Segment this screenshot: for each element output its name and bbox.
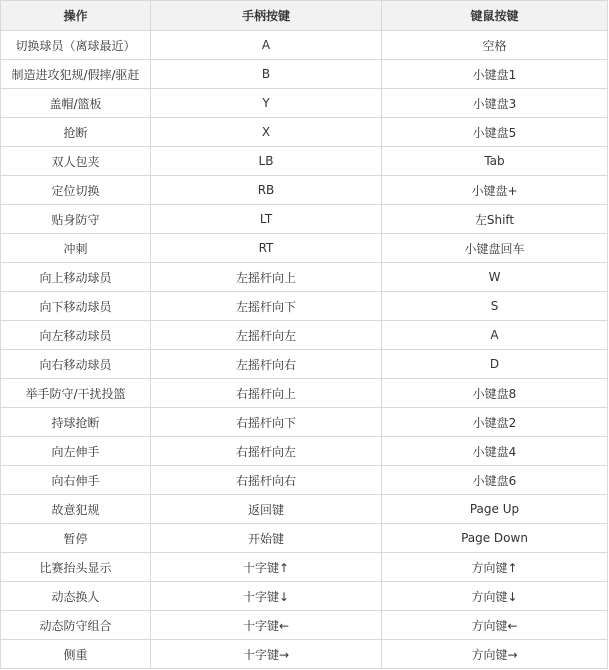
keyboard-cell: 小键盘5: [382, 118, 608, 147]
action-cell: 向下移动球员: [1, 292, 151, 321]
gamepad-cell: 返回键: [151, 495, 382, 524]
gamepad-cell: 右摇杆向下: [151, 408, 382, 437]
gamepad-cell: 开始键: [151, 524, 382, 553]
gamepad-cell: LT: [151, 205, 382, 234]
table-row: [1, 147, 608, 176]
gamepad-cell: Y: [151, 89, 382, 118]
keyboard-cell: 小键盘4: [382, 437, 608, 466]
action-cell: 盖帽/篮板: [1, 89, 151, 118]
gamepad-cell: 十字键→: [151, 640, 382, 669]
action-cell: 暂停: [1, 524, 151, 553]
table-row: [1, 350, 608, 379]
keyboard-cell: 左Shift: [382, 205, 608, 234]
keyboard-cell: Page Down: [382, 524, 608, 553]
table-row: [1, 408, 608, 437]
action-cell: 持球抢断: [1, 408, 151, 437]
gamepad-cell: X: [151, 118, 382, 147]
keyboard-cell: 小键盘2: [382, 408, 608, 437]
keyboard-cell: D: [382, 350, 608, 379]
gamepad-cell: 左摇杆向上: [151, 263, 382, 292]
keyboard-cell: 方向键→: [382, 640, 608, 669]
action-cell: 比赛抬头显示: [1, 553, 151, 582]
gamepad-cell: 左摇杆向下: [151, 292, 382, 321]
table-row: [1, 31, 608, 60]
table-row: [1, 118, 608, 147]
action-cell: 向左伸手: [1, 437, 151, 466]
keyboard-cell: S: [382, 292, 608, 321]
keyboard-cell: 方向键←: [382, 611, 608, 640]
header-gamepad: 手柄按键: [151, 1, 382, 31]
table-row: [1, 524, 608, 553]
gamepad-cell: 十字键←: [151, 611, 382, 640]
keyboard-cell: Tab: [382, 147, 608, 176]
table-row: [1, 379, 608, 408]
table-row: [1, 89, 608, 118]
gamepad-cell: 右摇杆向上: [151, 379, 382, 408]
table-row: [1, 321, 608, 350]
table-row: [1, 553, 608, 582]
table-row: [1, 640, 608, 669]
keyboard-cell: Page Up: [382, 495, 608, 524]
gamepad-cell: LB: [151, 147, 382, 176]
action-cell: 举手防守/干扰投篮: [1, 379, 151, 408]
keyboard-cell: 小键盘1: [382, 60, 608, 89]
gamepad-cell: RB: [151, 176, 382, 205]
action-cell: 动态防守组合: [1, 611, 151, 640]
action-cell: 向左移动球员: [1, 321, 151, 350]
action-cell: 制造进攻犯规/假摔/驱赶: [1, 60, 151, 89]
action-cell: 抢断: [1, 118, 151, 147]
gamepad-cell: 左摇杆向右: [151, 350, 382, 379]
gamepad-cell: 右摇杆向右: [151, 466, 382, 495]
table-row: [1, 234, 608, 263]
action-cell: 向右伸手: [1, 466, 151, 495]
table-row: [1, 495, 608, 524]
keyboard-cell: A: [382, 321, 608, 350]
table-row: [1, 611, 608, 640]
gamepad-cell: 十字键↓: [151, 582, 382, 611]
keyboard-cell: 小键盘6: [382, 466, 608, 495]
action-cell: 侧重: [1, 640, 151, 669]
gamepad-cell: 十字键↑: [151, 553, 382, 582]
keyboard-cell: 小键盘+: [382, 176, 608, 205]
gamepad-cell: RT: [151, 234, 382, 263]
keyboard-cell: 小键盘8: [382, 379, 608, 408]
table-row: [1, 582, 608, 611]
header-keyboard: 键鼠按键: [382, 1, 608, 31]
action-cell: 双人包夹: [1, 147, 151, 176]
action-cell: 冲刺: [1, 234, 151, 263]
action-cell: 向右移动球员: [1, 350, 151, 379]
keyboard-cell: 空格: [382, 31, 608, 60]
gamepad-cell: B: [151, 60, 382, 89]
table-row: [1, 176, 608, 205]
keyboard-cell: 小键盘3: [382, 89, 608, 118]
action-cell: 向上移动球员: [1, 263, 151, 292]
table-row: [1, 263, 608, 292]
table-row: [1, 60, 608, 89]
gamepad-cell: A: [151, 31, 382, 60]
table-row: [1, 292, 608, 321]
table-row: [1, 437, 608, 466]
action-cell: 动态换人: [1, 582, 151, 611]
header-row: [1, 1, 608, 31]
action-cell: 定位切换: [1, 176, 151, 205]
keyboard-cell: 方向键↓: [382, 582, 608, 611]
action-cell: 贴身防守: [1, 205, 151, 234]
keyboard-cell: W: [382, 263, 608, 292]
header-action: 操作: [1, 1, 151, 31]
keyboard-cell: 小键盘回车: [382, 234, 608, 263]
keyboard-cell: 方向键↑: [382, 553, 608, 582]
gamepad-cell: 左摇杆向左: [151, 321, 382, 350]
table-row: [1, 205, 608, 234]
action-cell: 切换球员（离球最近）: [1, 31, 151, 60]
table-row: [1, 466, 608, 495]
gamepad-cell: 右摇杆向左: [151, 437, 382, 466]
action-cell: 故意犯规: [1, 495, 151, 524]
